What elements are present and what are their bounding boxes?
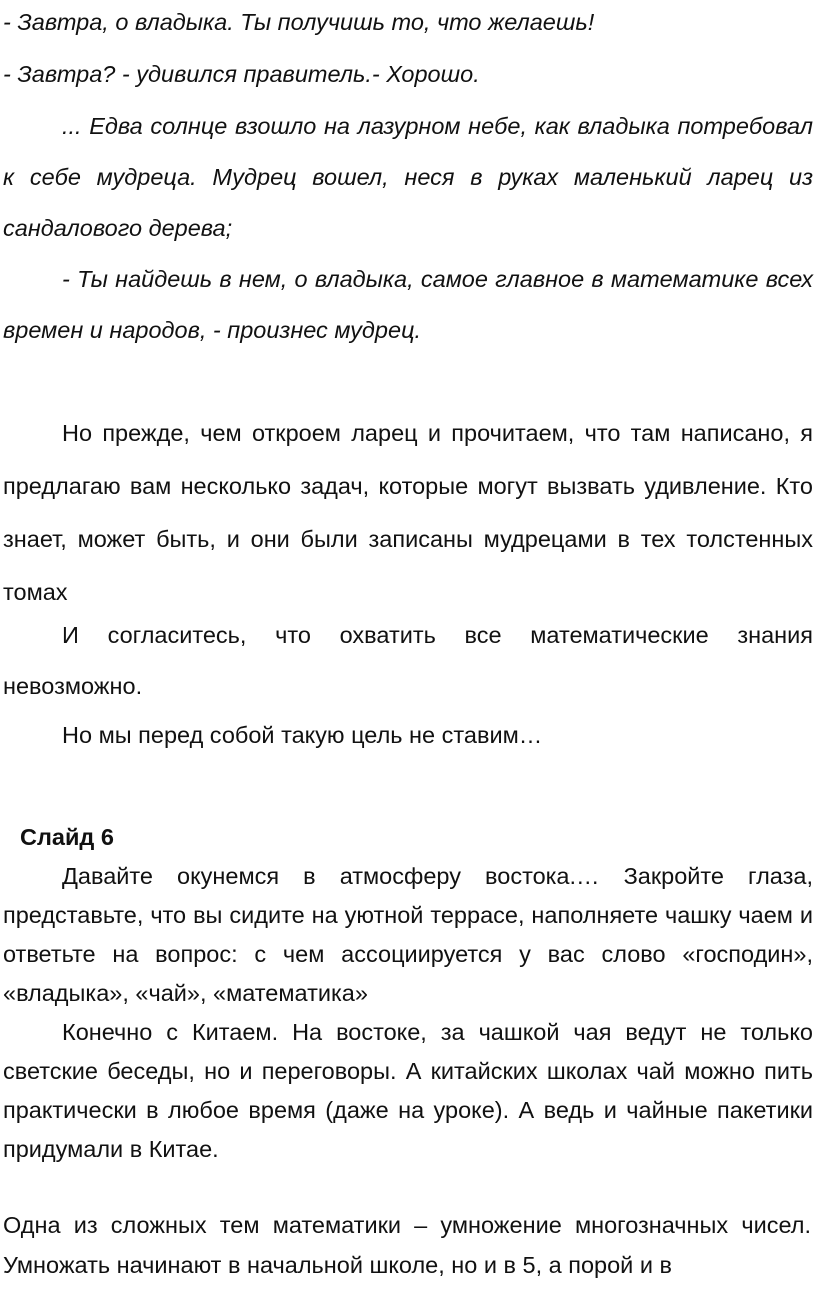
slide-6-heading: Слайд 6 — [20, 824, 114, 850]
story-line-2: - Завтра? - удивился правитель.- Хорошо. — [3, 61, 480, 87]
intro-paragraph-1: Но прежде, чем откроем ларец и прочитаем, что там написано, я предлагаю вам несколько задач, которые могут вызвать удивление. Кто знает, может быть, и они были записаны мудрецами в тех толстенных томах — [3, 420, 813, 605]
intro-paragraph-3: Но мы перед собой такую цель не ставим… — [62, 722, 543, 748]
slide-6-paragraph-2: Конечно с Китаем. На востоке, за чашкой чая ведут не только светские беседы, но и переговоры. А китайских школах чай можно пить практически в любое время (даже на уроке). А ведь и чайные пакетики придумали в Китае. — [3, 1019, 813, 1162]
story-line-1: - Завтра, о владыка. Ты получишь то, что желаешь! — [3, 9, 595, 35]
intro-paragraph-2: И согласитесь, что охватить все математические знания невозможно. — [3, 622, 813, 699]
story-paragraph-1: ... Едва солнце взошло на лазурном небе, как владыка потребовал к себе мудреца. Мудрец вошел, неся в руках маленький ларец из сандалового дерева; — [3, 113, 813, 241]
slide-6-paragraph-3: Одна из сложных тем математики – умножение многозначных чисел. Умножать начинают в начальной школе, но и в 5, а порой и в — [3, 1212, 811, 1278]
slide-6-paragraph-1: Давайте окунемся в атмосферу востока.… Закройте глаза, представьте, что вы сидите на уютной террасе, наполняете чашку чаем и ответьте на вопрос: с чем ассоциируется у вас слово «господин», «владыка», «чай», «математика» — [3, 863, 813, 1006]
story-paragraph-2: - Ты найдешь в нем, о владыка, самое главное в математике всех времен и народов, - произнес мудрец. — [3, 266, 813, 343]
